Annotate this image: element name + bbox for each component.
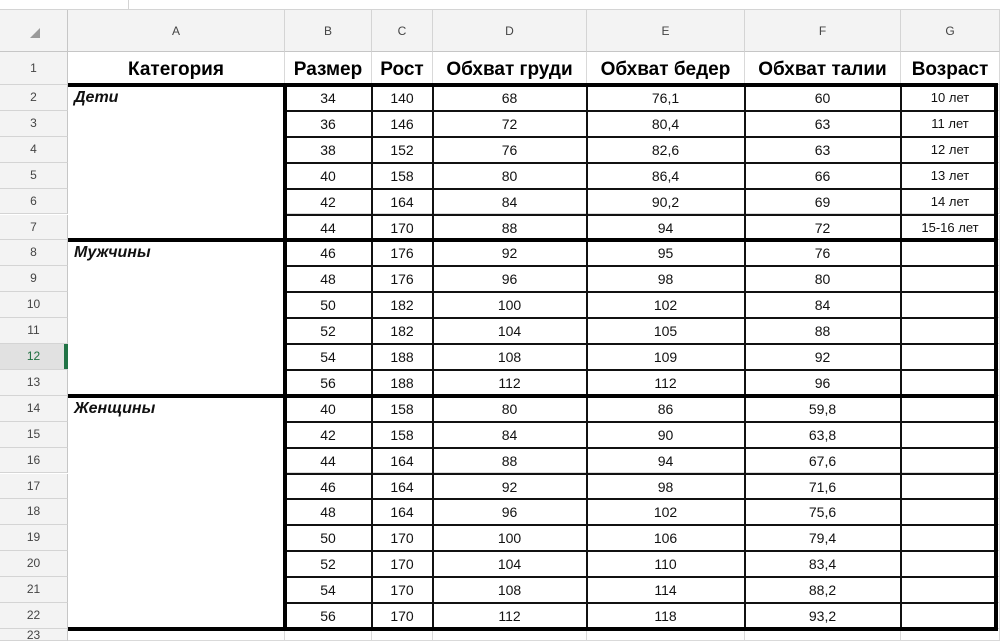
data-cell[interactable]: 38 bbox=[285, 137, 372, 163]
data-cell[interactable]: 92 bbox=[745, 344, 901, 370]
data-cell[interactable]: 118 bbox=[587, 603, 745, 629]
data-cell[interactable]: 90,2 bbox=[587, 189, 745, 215]
data-cell[interactable]: 98 bbox=[587, 266, 745, 292]
column-header-a[interactable]: A bbox=[68, 10, 285, 52]
data-cell[interactable]: 52 bbox=[285, 551, 372, 577]
category-cell[interactable]: Женщины bbox=[68, 396, 285, 629]
data-cell[interactable] bbox=[901, 370, 1000, 396]
data-cell[interactable]: 12 лет bbox=[901, 137, 1000, 163]
row-header-13[interactable]: 13 bbox=[0, 370, 68, 396]
data-cell[interactable]: 100 bbox=[433, 525, 587, 551]
data-cell[interactable]: 88 bbox=[433, 448, 587, 474]
data-cell[interactable] bbox=[901, 603, 1000, 629]
data-cell[interactable]: 34 bbox=[285, 85, 372, 111]
data-cell[interactable]: 36 bbox=[285, 111, 372, 137]
data-cell[interactable]: 112 bbox=[433, 370, 587, 396]
data-cell[interactable]: 94 bbox=[587, 448, 745, 474]
row-border bbox=[285, 162, 996, 164]
header-cell-g[interactable]: Возраст bbox=[901, 52, 1000, 85]
data-cell[interactable]: 140 bbox=[372, 85, 433, 111]
data-cell[interactable]: 76 bbox=[745, 240, 901, 266]
data-cell[interactable]: 96 bbox=[745, 370, 901, 396]
data-cell[interactable]: 188 bbox=[372, 370, 433, 396]
data-cell[interactable]: 67,6 bbox=[745, 448, 901, 474]
row-border bbox=[285, 343, 996, 345]
data-cell[interactable]: 44 bbox=[285, 215, 372, 241]
data-cell[interactable]: 102 bbox=[587, 499, 745, 525]
header-cell-b[interactable]: Размер bbox=[285, 52, 372, 85]
data-cell[interactable] bbox=[901, 240, 1000, 266]
column-header-b[interactable]: B bbox=[285, 10, 372, 52]
data-cell[interactable]: 59,8 bbox=[745, 396, 901, 422]
data-cell[interactable]: 182 bbox=[372, 318, 433, 344]
data-cell[interactable]: 71,6 bbox=[745, 474, 901, 500]
header-cell-f[interactable]: Обхват талии bbox=[745, 52, 901, 85]
data-cell[interactable]: 102 bbox=[587, 292, 745, 318]
data-cell[interactable]: 96 bbox=[433, 499, 587, 525]
data-cell[interactable]: 76 bbox=[433, 137, 587, 163]
data-cell[interactable]: 50 bbox=[285, 292, 372, 318]
data-cell[interactable]: 11 лет bbox=[901, 111, 1000, 137]
data-cell[interactable]: 40 bbox=[285, 163, 372, 189]
row-header-21[interactable]: 21 bbox=[0, 577, 68, 603]
row-header-23[interactable]: 23 bbox=[0, 629, 68, 641]
row-header-1[interactable]: 1 bbox=[0, 52, 68, 85]
data-cell[interactable]: 164 bbox=[372, 189, 433, 215]
data-cell[interactable]: 69 bbox=[745, 189, 901, 215]
table-right-border bbox=[994, 83, 998, 631]
data-cell[interactable]: 98 bbox=[587, 474, 745, 500]
formula-bar-strip bbox=[0, 0, 1000, 10]
column-border bbox=[432, 85, 434, 629]
row-header-7[interactable]: 7 bbox=[0, 215, 68, 241]
row-border bbox=[285, 524, 996, 526]
row-border bbox=[285, 421, 996, 423]
row-header-6[interactable]: 6 bbox=[0, 189, 68, 215]
data-cell[interactable] bbox=[901, 551, 1000, 577]
row-border bbox=[285, 369, 996, 371]
data-cell[interactable]: 170 bbox=[372, 577, 433, 603]
data-cell[interactable]: 72 bbox=[433, 111, 587, 137]
data-cell[interactable]: 164 bbox=[372, 499, 433, 525]
data-cell[interactable]: 84 bbox=[745, 292, 901, 318]
data-cell[interactable]: 83,4 bbox=[745, 551, 901, 577]
column-header-g[interactable]: G bbox=[901, 10, 1000, 52]
row-border bbox=[285, 110, 996, 112]
column-header-f[interactable]: F bbox=[745, 10, 901, 52]
data-cell[interactable]: 80,4 bbox=[587, 111, 745, 137]
column-header-d[interactable]: D bbox=[433, 10, 587, 52]
header-cell-d[interactable]: Обхват груди bbox=[433, 52, 587, 85]
data-cell[interactable] bbox=[901, 577, 1000, 603]
data-cell[interactable]: 13 лет bbox=[901, 163, 1000, 189]
row-border bbox=[285, 473, 996, 475]
row-border bbox=[285, 602, 996, 604]
data-cell[interactable]: 164 bbox=[372, 448, 433, 474]
row-border bbox=[285, 136, 996, 138]
data-cell[interactable]: 104 bbox=[433, 318, 587, 344]
data-cell[interactable]: 80 bbox=[745, 266, 901, 292]
row-header-22[interactable]: 22 bbox=[0, 603, 68, 629]
row-border bbox=[285, 576, 996, 578]
row-border bbox=[285, 188, 996, 190]
data-cell[interactable] bbox=[901, 474, 1000, 500]
data-cell[interactable]: 63,8 bbox=[745, 422, 901, 448]
row-border bbox=[285, 265, 996, 267]
category-divider bbox=[283, 83, 287, 631]
data-cell[interactable]: 105 bbox=[587, 318, 745, 344]
data-cell[interactable]: 146 bbox=[372, 111, 433, 137]
row-header-11[interactable]: 11 bbox=[0, 318, 68, 344]
column-header-c[interactable]: C bbox=[372, 10, 433, 52]
data-cell[interactable]: 170 bbox=[372, 603, 433, 629]
row-header-18[interactable]: 18 bbox=[0, 499, 68, 525]
data-cell[interactable]: 80 bbox=[433, 396, 587, 422]
data-cell[interactable]: 75,6 bbox=[745, 499, 901, 525]
data-cell[interactable]: 54 bbox=[285, 577, 372, 603]
data-cell[interactable]: 93,2 bbox=[745, 603, 901, 629]
row-header-10[interactable]: 10 bbox=[0, 292, 68, 318]
data-cell[interactable]: 108 bbox=[433, 344, 587, 370]
category-cell[interactable]: Мужчины bbox=[68, 240, 285, 395]
data-cell[interactable] bbox=[901, 525, 1000, 551]
select-all-corner[interactable] bbox=[0, 10, 68, 52]
data-cell[interactable]: 109 bbox=[587, 344, 745, 370]
data-cell[interactable]: 84 bbox=[433, 189, 587, 215]
header-cell-a[interactable]: Категория bbox=[68, 52, 285, 85]
data-cell[interactable]: 92 bbox=[433, 474, 587, 500]
data-cell[interactable]: 84 bbox=[433, 422, 587, 448]
select-all-icon bbox=[30, 28, 40, 38]
data-cell[interactable]: 63 bbox=[745, 111, 901, 137]
row-border bbox=[285, 447, 996, 449]
column-border bbox=[900, 85, 902, 629]
data-cell[interactable]: 79,4 bbox=[745, 525, 901, 551]
data-cell[interactable]: 52 bbox=[285, 318, 372, 344]
header-bottom-border bbox=[68, 83, 996, 87]
row-header-9[interactable]: 9 bbox=[0, 266, 68, 292]
data-cell[interactable]: 96 bbox=[433, 266, 587, 292]
data-cell[interactable]: 48 bbox=[285, 499, 372, 525]
data-cell[interactable]: 170 bbox=[372, 525, 433, 551]
data-cell[interactable]: 104 bbox=[433, 551, 587, 577]
data-cell[interactable]: 76,1 bbox=[587, 85, 745, 111]
data-cell[interactable]: 10 лет bbox=[901, 85, 1000, 111]
data-cell[interactable]: 72 bbox=[745, 215, 901, 241]
data-cell[interactable]: 15-16 лет bbox=[901, 215, 1000, 241]
data-cell[interactable]: 50 bbox=[285, 525, 372, 551]
data-cell[interactable]: 176 bbox=[372, 266, 433, 292]
data-cell[interactable]: 63 bbox=[745, 137, 901, 163]
data-cell[interactable]: 86 bbox=[587, 396, 745, 422]
row-header-19[interactable]: 19 bbox=[0, 525, 68, 551]
data-cell[interactable]: 158 bbox=[372, 422, 433, 448]
group-border bbox=[68, 238, 996, 242]
group-border bbox=[68, 394, 996, 398]
column-border bbox=[744, 85, 746, 629]
row-border bbox=[285, 317, 996, 319]
data-cell[interactable]: 164 bbox=[372, 474, 433, 500]
row-header-14[interactable]: 14 bbox=[0, 396, 68, 422]
data-cell[interactable] bbox=[901, 344, 1000, 370]
row-header-5[interactable]: 5 bbox=[0, 163, 68, 189]
data-cell[interactable] bbox=[901, 499, 1000, 525]
data-cell[interactable]: 108 bbox=[433, 577, 587, 603]
data-cell[interactable]: 46 bbox=[285, 474, 372, 500]
data-cell[interactable]: 158 bbox=[372, 396, 433, 422]
data-cell[interactable]: 94 bbox=[587, 215, 745, 241]
data-cell[interactable] bbox=[901, 318, 1000, 344]
data-cell[interactable]: 40 bbox=[285, 396, 372, 422]
data-cell[interactable]: 170 bbox=[372, 215, 433, 241]
data-cell[interactable]: 106 bbox=[587, 525, 745, 551]
data-cell[interactable]: 86,4 bbox=[587, 163, 745, 189]
data-cell[interactable]: 112 bbox=[587, 370, 745, 396]
row-header-15[interactable]: 15 bbox=[0, 422, 68, 448]
data-cell[interactable] bbox=[901, 396, 1000, 422]
data-cell[interactable] bbox=[901, 292, 1000, 318]
data-cell[interactable]: 188 bbox=[372, 344, 433, 370]
data-cell[interactable]: 42 bbox=[285, 189, 372, 215]
data-cell[interactable] bbox=[901, 422, 1000, 448]
data-cell[interactable]: 114 bbox=[587, 577, 745, 603]
header-cell-c[interactable]: Рост bbox=[372, 52, 433, 85]
data-cell[interactable]: 66 bbox=[745, 163, 901, 189]
data-cell[interactable]: 152 bbox=[372, 137, 433, 163]
column-border bbox=[371, 85, 373, 629]
row-header-17[interactable]: 17 bbox=[0, 474, 68, 500]
row-border bbox=[285, 550, 996, 552]
column-header-e[interactable]: E bbox=[587, 10, 745, 52]
data-cell[interactable]: 80 bbox=[433, 163, 587, 189]
row-header-2[interactable]: 2 bbox=[0, 85, 68, 111]
category-cell[interactable]: Дети bbox=[68, 85, 285, 240]
row-header-8[interactable]: 8 bbox=[0, 240, 68, 266]
data-cell[interactable]: 54 bbox=[285, 344, 372, 370]
row-header-4[interactable]: 4 bbox=[0, 137, 68, 163]
data-cell[interactable]: 42 bbox=[285, 422, 372, 448]
data-cell[interactable]: 110 bbox=[587, 551, 745, 577]
row-header-12[interactable]: 12 bbox=[0, 344, 68, 370]
data-cell[interactable]: 95 bbox=[587, 240, 745, 266]
data-cell[interactable]: 60 bbox=[745, 85, 901, 111]
data-cell[interactable]: 88 bbox=[433, 215, 587, 241]
data-cell[interactable]: 56 bbox=[285, 370, 372, 396]
row-border bbox=[285, 498, 996, 500]
data-cell[interactable]: 92 bbox=[433, 240, 587, 266]
column-border bbox=[586, 85, 588, 629]
data-cell[interactable]: 88 bbox=[745, 318, 901, 344]
data-cell[interactable]: 112 bbox=[433, 603, 587, 629]
data-cell[interactable]: 100 bbox=[433, 292, 587, 318]
data-cell[interactable]: 176 bbox=[372, 240, 433, 266]
data-cell[interactable]: 68 bbox=[433, 85, 587, 111]
row-border bbox=[285, 214, 996, 216]
data-cell[interactable]: 170 bbox=[372, 551, 433, 577]
header-cell-e[interactable]: Обхват бедер bbox=[587, 52, 745, 85]
name-box-edge[interactable] bbox=[0, 0, 129, 9]
data-cell[interactable] bbox=[901, 448, 1000, 474]
row-header-20[interactable]: 20 bbox=[0, 551, 68, 577]
data-cell[interactable] bbox=[901, 266, 1000, 292]
data-cell[interactable]: 44 bbox=[285, 448, 372, 474]
row-border bbox=[285, 291, 996, 293]
table-bottom-border bbox=[68, 627, 996, 631]
row-header-3[interactable]: 3 bbox=[0, 111, 68, 137]
data-cell[interactable]: 158 bbox=[372, 163, 433, 189]
data-cell[interactable]: 90 bbox=[587, 422, 745, 448]
data-cell[interactable]: 46 bbox=[285, 240, 372, 266]
data-cell[interactable]: 182 bbox=[372, 292, 433, 318]
data-cell[interactable]: 88,2 bbox=[745, 577, 901, 603]
data-cell[interactable]: 14 лет bbox=[901, 189, 1000, 215]
data-cell[interactable]: 56 bbox=[285, 603, 372, 629]
row-header-16[interactable]: 16 bbox=[0, 448, 68, 474]
data-cell[interactable]: 82,6 bbox=[587, 137, 745, 163]
data-cell[interactable]: 48 bbox=[285, 266, 372, 292]
